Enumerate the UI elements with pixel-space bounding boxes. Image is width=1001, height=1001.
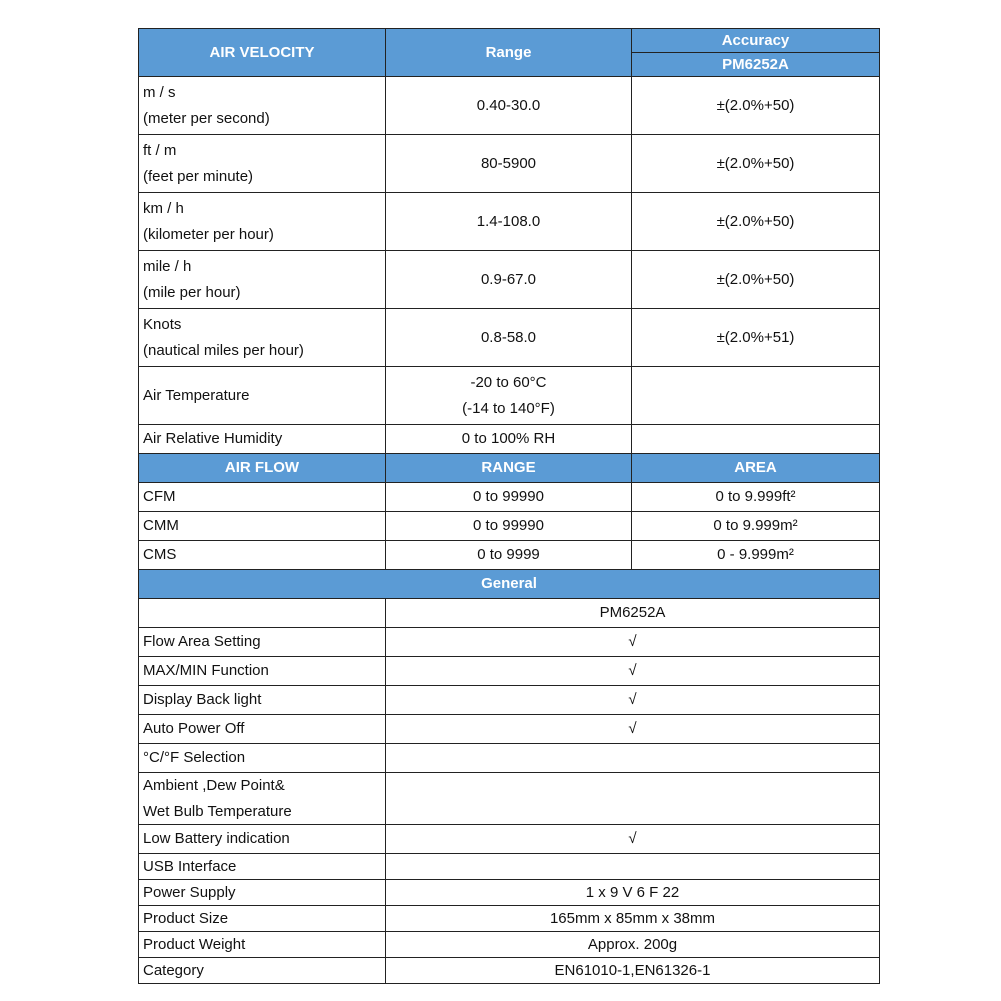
unit-cell: [139, 193, 386, 251]
unit-cell: [139, 251, 386, 309]
unit-name: mile / h: [143, 257, 192, 275]
unit-description: (mile per hour): [143, 283, 241, 301]
humidity-range: 0 to 100% RH: [386, 425, 632, 454]
air-velocity-header: AIR VELOCITY: [139, 29, 386, 77]
feature-value: Approx. 200g: [386, 932, 880, 958]
feature-value: √: [386, 686, 880, 715]
airflow-area: 0 to 9.999ft²: [632, 483, 880, 512]
range-header: Range: [386, 29, 632, 77]
feature-value: √: [386, 825, 880, 854]
general-model-blank: [139, 599, 386, 628]
unit-description: (feet per minute): [143, 167, 254, 185]
feature-value: [386, 773, 880, 825]
accuracy-model-header: PM6252A: [632, 53, 880, 77]
accuracy-cell: ±(2.0%+50): [632, 77, 880, 135]
unit-cell: [139, 309, 386, 367]
feature-row: [139, 715, 880, 744]
unit-name: Knots: [143, 315, 182, 333]
humidity-accuracy-cell: [632, 425, 880, 454]
velocity-row: [139, 77, 880, 135]
general-model-row: [139, 599, 880, 628]
airflow-header-row: [139, 454, 880, 483]
accuracy-cell: ±(2.0%+50): [632, 135, 880, 193]
feature-value: [386, 744, 880, 773]
feature-row: [139, 825, 880, 854]
feature-value: 165mm x 85mm x 38mm: [386, 906, 880, 932]
temperature-range-fahrenheit: (-14 to 140°F): [462, 399, 555, 417]
airflow-range: 0 to 99990: [386, 483, 632, 512]
velocity-row: [139, 135, 880, 193]
unit-name: m / s: [143, 83, 176, 101]
feature-label: Product Size: [139, 906, 386, 932]
velocity-row: [139, 309, 880, 367]
feature-label: Power Supply: [139, 880, 386, 906]
feature-row: [139, 657, 880, 686]
feature-row: [139, 744, 880, 773]
feature-row: [139, 932, 880, 958]
feature-label: Auto Power Off: [139, 715, 386, 744]
temperature-range-celsius: -20 to 60°C: [470, 373, 547, 391]
unit-description: (kilometer per hour): [143, 225, 274, 243]
temperature-range-cell: [386, 367, 632, 425]
feature-value: √: [386, 715, 880, 744]
feature-label: Category: [139, 958, 386, 984]
feature-value: √: [386, 657, 880, 686]
air-flow-header: AIR FLOW: [139, 454, 386, 483]
feature-label: Display Back light: [139, 686, 386, 715]
velocity-row: [139, 193, 880, 251]
airflow-area: 0 to 9.999m²: [632, 512, 880, 541]
feature-row: [139, 958, 880, 984]
feature-label: MAX/MIN Function: [139, 657, 386, 686]
temperature-row: [139, 367, 880, 425]
unit-description: (meter per second): [143, 109, 270, 127]
velocity-header-row: [139, 29, 880, 53]
feature-row: [139, 880, 880, 906]
feature-label: Flow Area Setting: [139, 628, 386, 657]
unit-cell: [139, 135, 386, 193]
feature-value: EN61010-1,EN61326-1: [386, 958, 880, 984]
accuracy-header: Accuracy: [632, 29, 880, 53]
unit-cell: [139, 77, 386, 135]
airflow-range-header: RANGE: [386, 454, 632, 483]
humidity-label: Air Relative Humidity: [139, 425, 386, 454]
range-cell: 0.8-58.0: [386, 309, 632, 367]
accuracy-cell: ±(2.0%+51): [632, 309, 880, 367]
humidity-row: [139, 425, 880, 454]
feature-label: Low Battery indication: [139, 825, 386, 854]
feature-label-line: Ambient ,Dew Point&: [143, 776, 285, 794]
airflow-unit: CFM: [139, 483, 386, 512]
accuracy-cell: ±(2.0%+50): [632, 251, 880, 309]
airflow-range: 0 to 99990: [386, 512, 632, 541]
feature-row: [139, 854, 880, 880]
temperature-accuracy-cell: [632, 367, 880, 425]
general-model: PM6252A: [386, 599, 880, 628]
feature-row: [139, 906, 880, 932]
airflow-unit: CMM: [139, 512, 386, 541]
range-cell: 0.9-67.0: [386, 251, 632, 309]
feature-row: [139, 686, 880, 715]
airflow-row: [139, 483, 880, 512]
airflow-row: [139, 512, 880, 541]
temperature-label: Air Temperature: [139, 367, 386, 425]
feature-label: [139, 773, 386, 825]
feature-label: Product Weight: [139, 932, 386, 958]
spec-table: [138, 28, 880, 984]
velocity-row: [139, 251, 880, 309]
range-cell: 80-5900: [386, 135, 632, 193]
range-cell: 1.4-108.0: [386, 193, 632, 251]
feature-label: °C/°F Selection: [139, 744, 386, 773]
feature-value: √: [386, 628, 880, 657]
range-cell: 0.40-30.0: [386, 77, 632, 135]
airflow-unit: CMS: [139, 541, 386, 570]
unit-name: ft / m: [143, 141, 177, 159]
airflow-row: [139, 541, 880, 570]
airflow-area: 0 - 9.999m²: [632, 541, 880, 570]
feature-row: [139, 628, 880, 657]
unit-name: km / h: [143, 199, 184, 217]
airflow-range: 0 to 9999: [386, 541, 632, 570]
general-header-row: [139, 570, 880, 599]
feature-label: USB Interface: [139, 854, 386, 880]
general-header: General: [139, 570, 880, 599]
feature-row: [139, 773, 880, 825]
feature-value: 1 x 9 V 6 F 22: [386, 880, 880, 906]
accuracy-cell: ±(2.0%+50): [632, 193, 880, 251]
feature-value: [386, 854, 880, 880]
feature-label-line: Wet Bulb Temperature: [143, 802, 292, 820]
unit-description: (nautical miles per hour): [143, 341, 304, 359]
airflow-area-header: AREA: [632, 454, 880, 483]
